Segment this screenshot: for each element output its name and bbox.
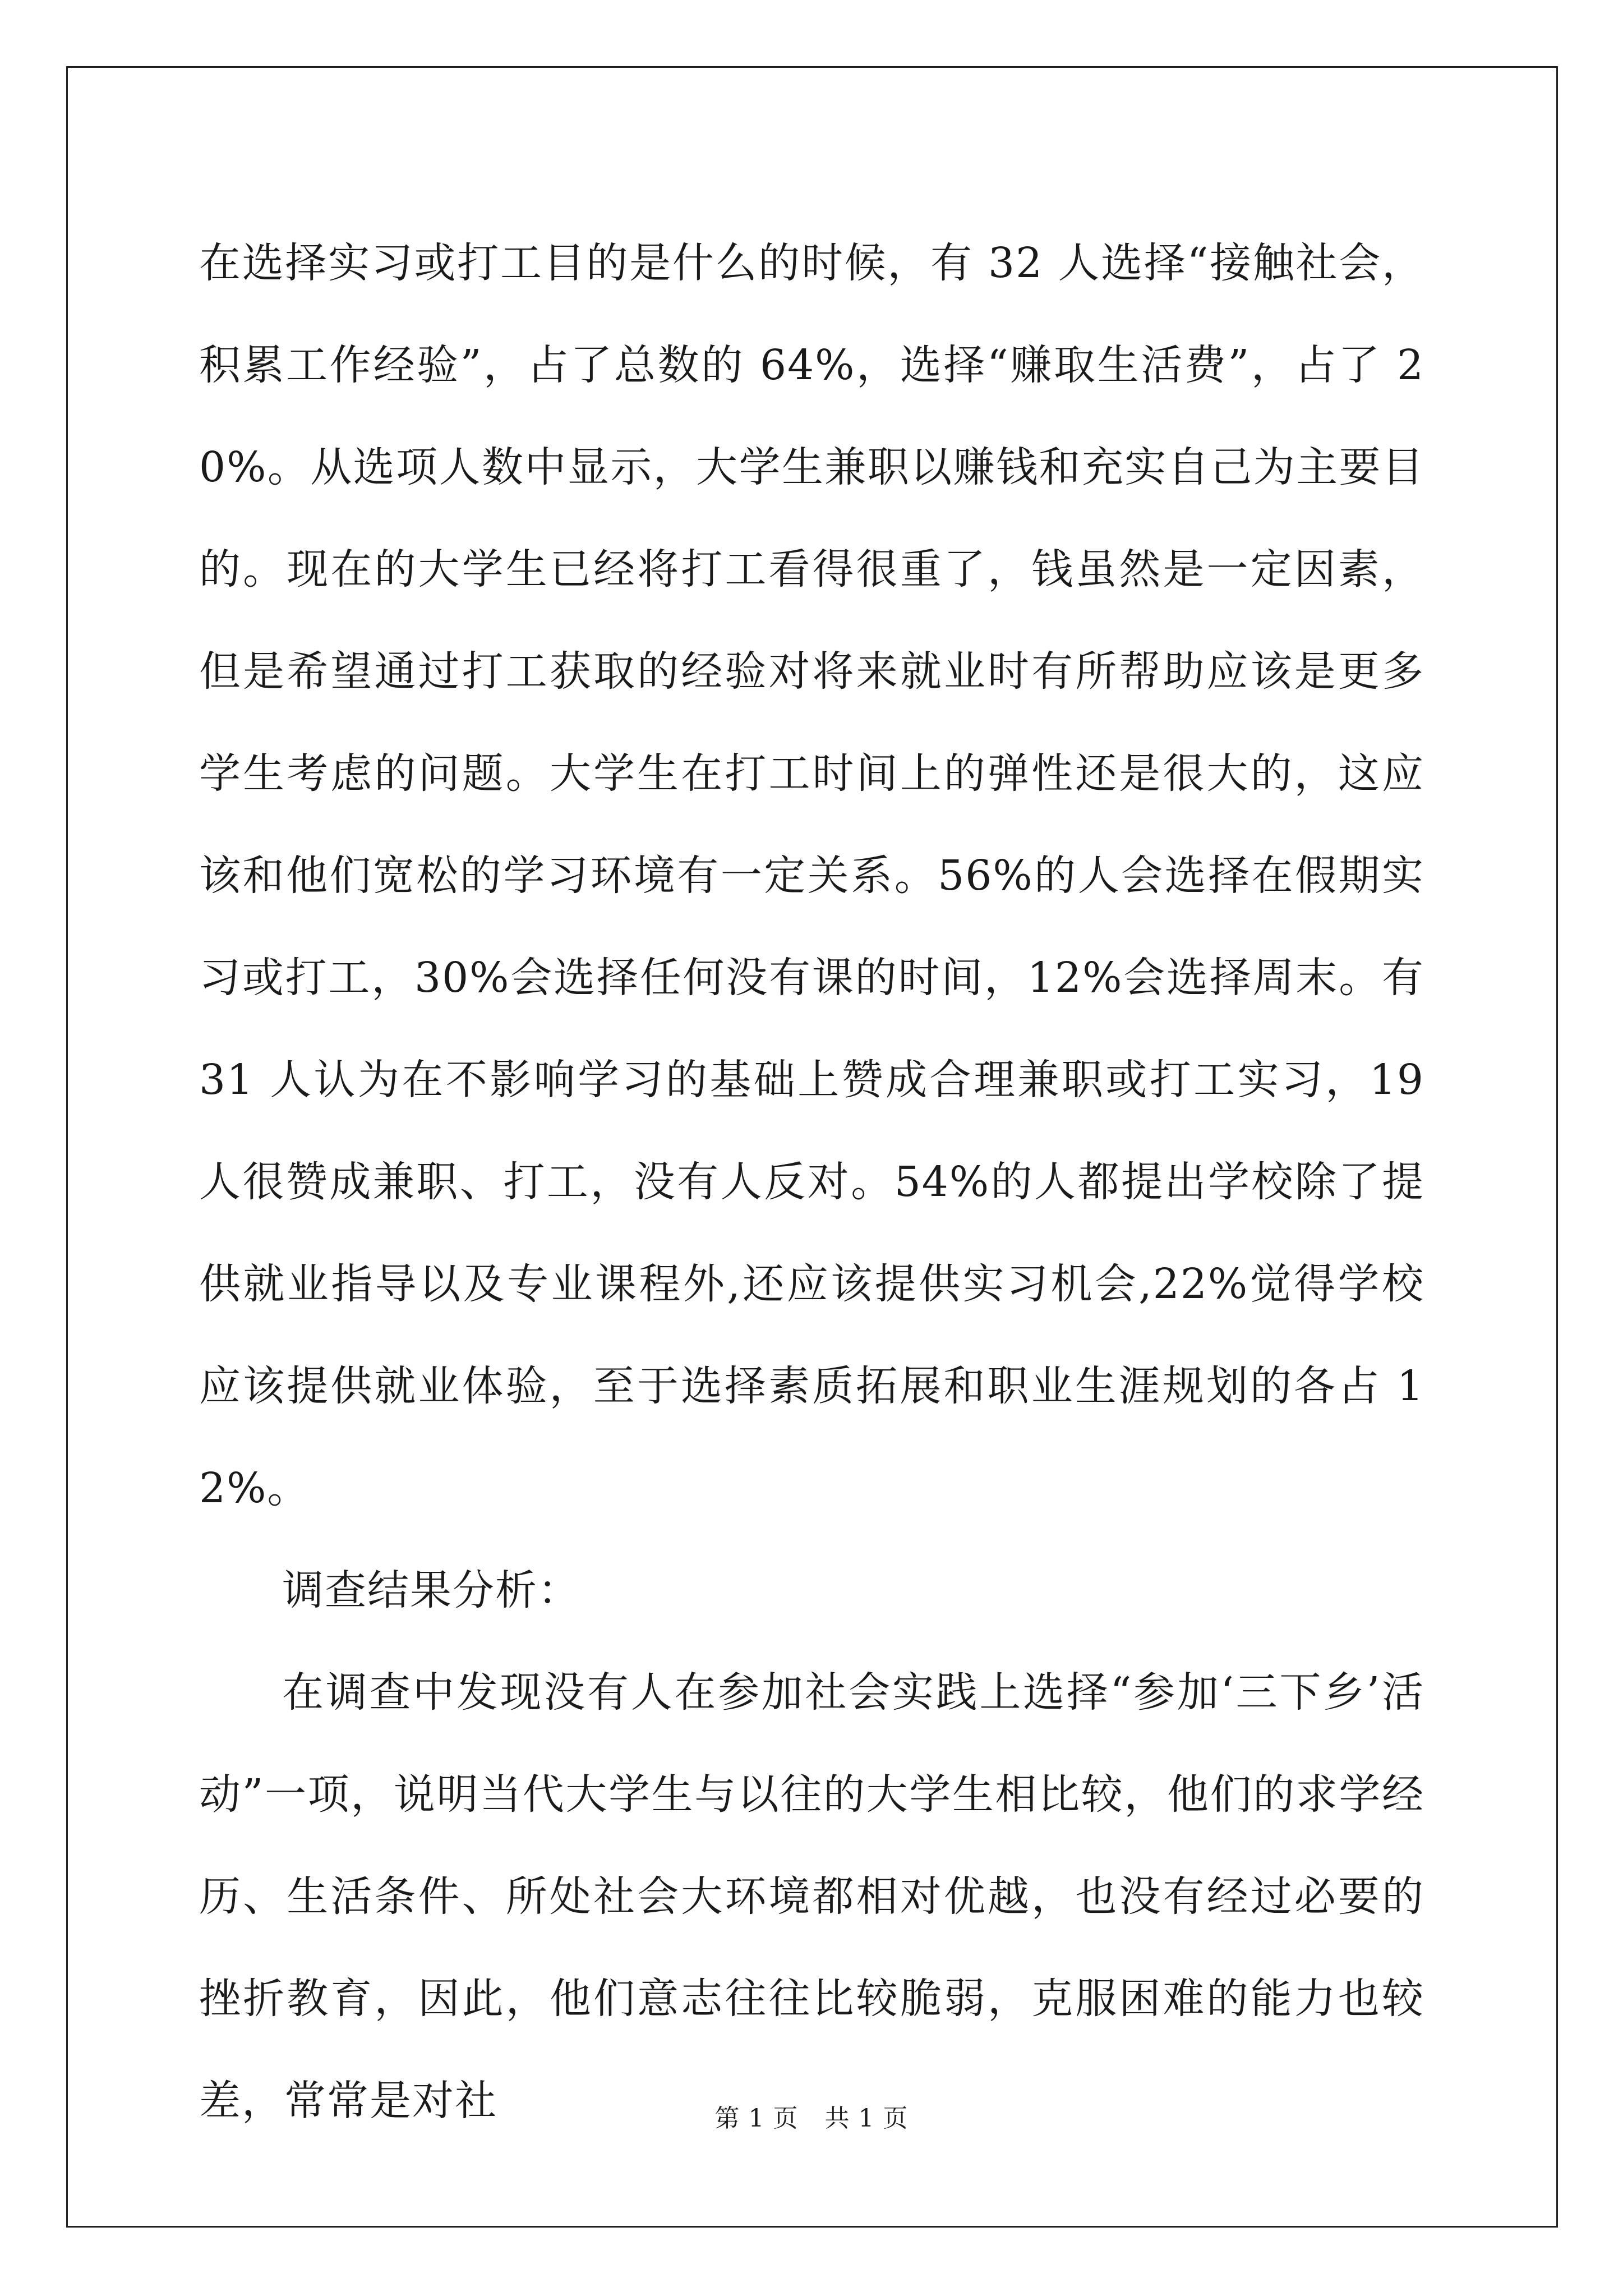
paragraph-analysis: 在调查中发现没有人在参加社会实践上选择“参加‘三下乡’活动”一项，说明当代大学生与以往的大学生相比较，他们的求学经历、生活条件、所处社会大环境都相对优越，也没有经过必要的挫折教育，因此，他们意志往往比较脆弱，克服困难的能力也较差，常常是对社 — [199, 1668, 1424, 2125]
section-heading-analysis: 调查结果分析： — [282, 1566, 580, 1614]
page-total: 共 1 页 — [824, 2104, 909, 2133]
paragraph-survey-results: 在选择实习或打工目的是什么的时候，有 32 人选择“接触社会，积累工作经验”，占了总数的 64%，选择“赚取生活费”，占了 20%。从选项人数中显示，大学生兼职以赚钱和充实自己为主要目的。现在的大学生已经将打工看得很重了，钱虽然是一定因素，但是希望通过打工获取的经验对将来就业时有所帮助应该是更多学生考虑的问题。大学生在打工时间上的弹性还是很大的，这应该和他们宽松的学习环境有一定关系。56%的人会选择在假期实习或打工，30%会选择任何没有课的时间，12%会选择周末。有 31 人认为在不影响学习的基础上赞成合理兼职或打工实习，19 人很赞成兼职、打工，没有人反对。54%的人都提出学校除了提供就业指导以及专业课程外,还应该提供实习机会,22%觉得学校应该提供就业体验，至于选择素质拓展和职业生涯规划的各占 12%。 — [199, 239, 1424, 1512]
document-body — [199, 212, 1424, 2152]
page-footer — [0, 2098, 1623, 2134]
page-number: 第 1 页 — [714, 2104, 799, 2133]
